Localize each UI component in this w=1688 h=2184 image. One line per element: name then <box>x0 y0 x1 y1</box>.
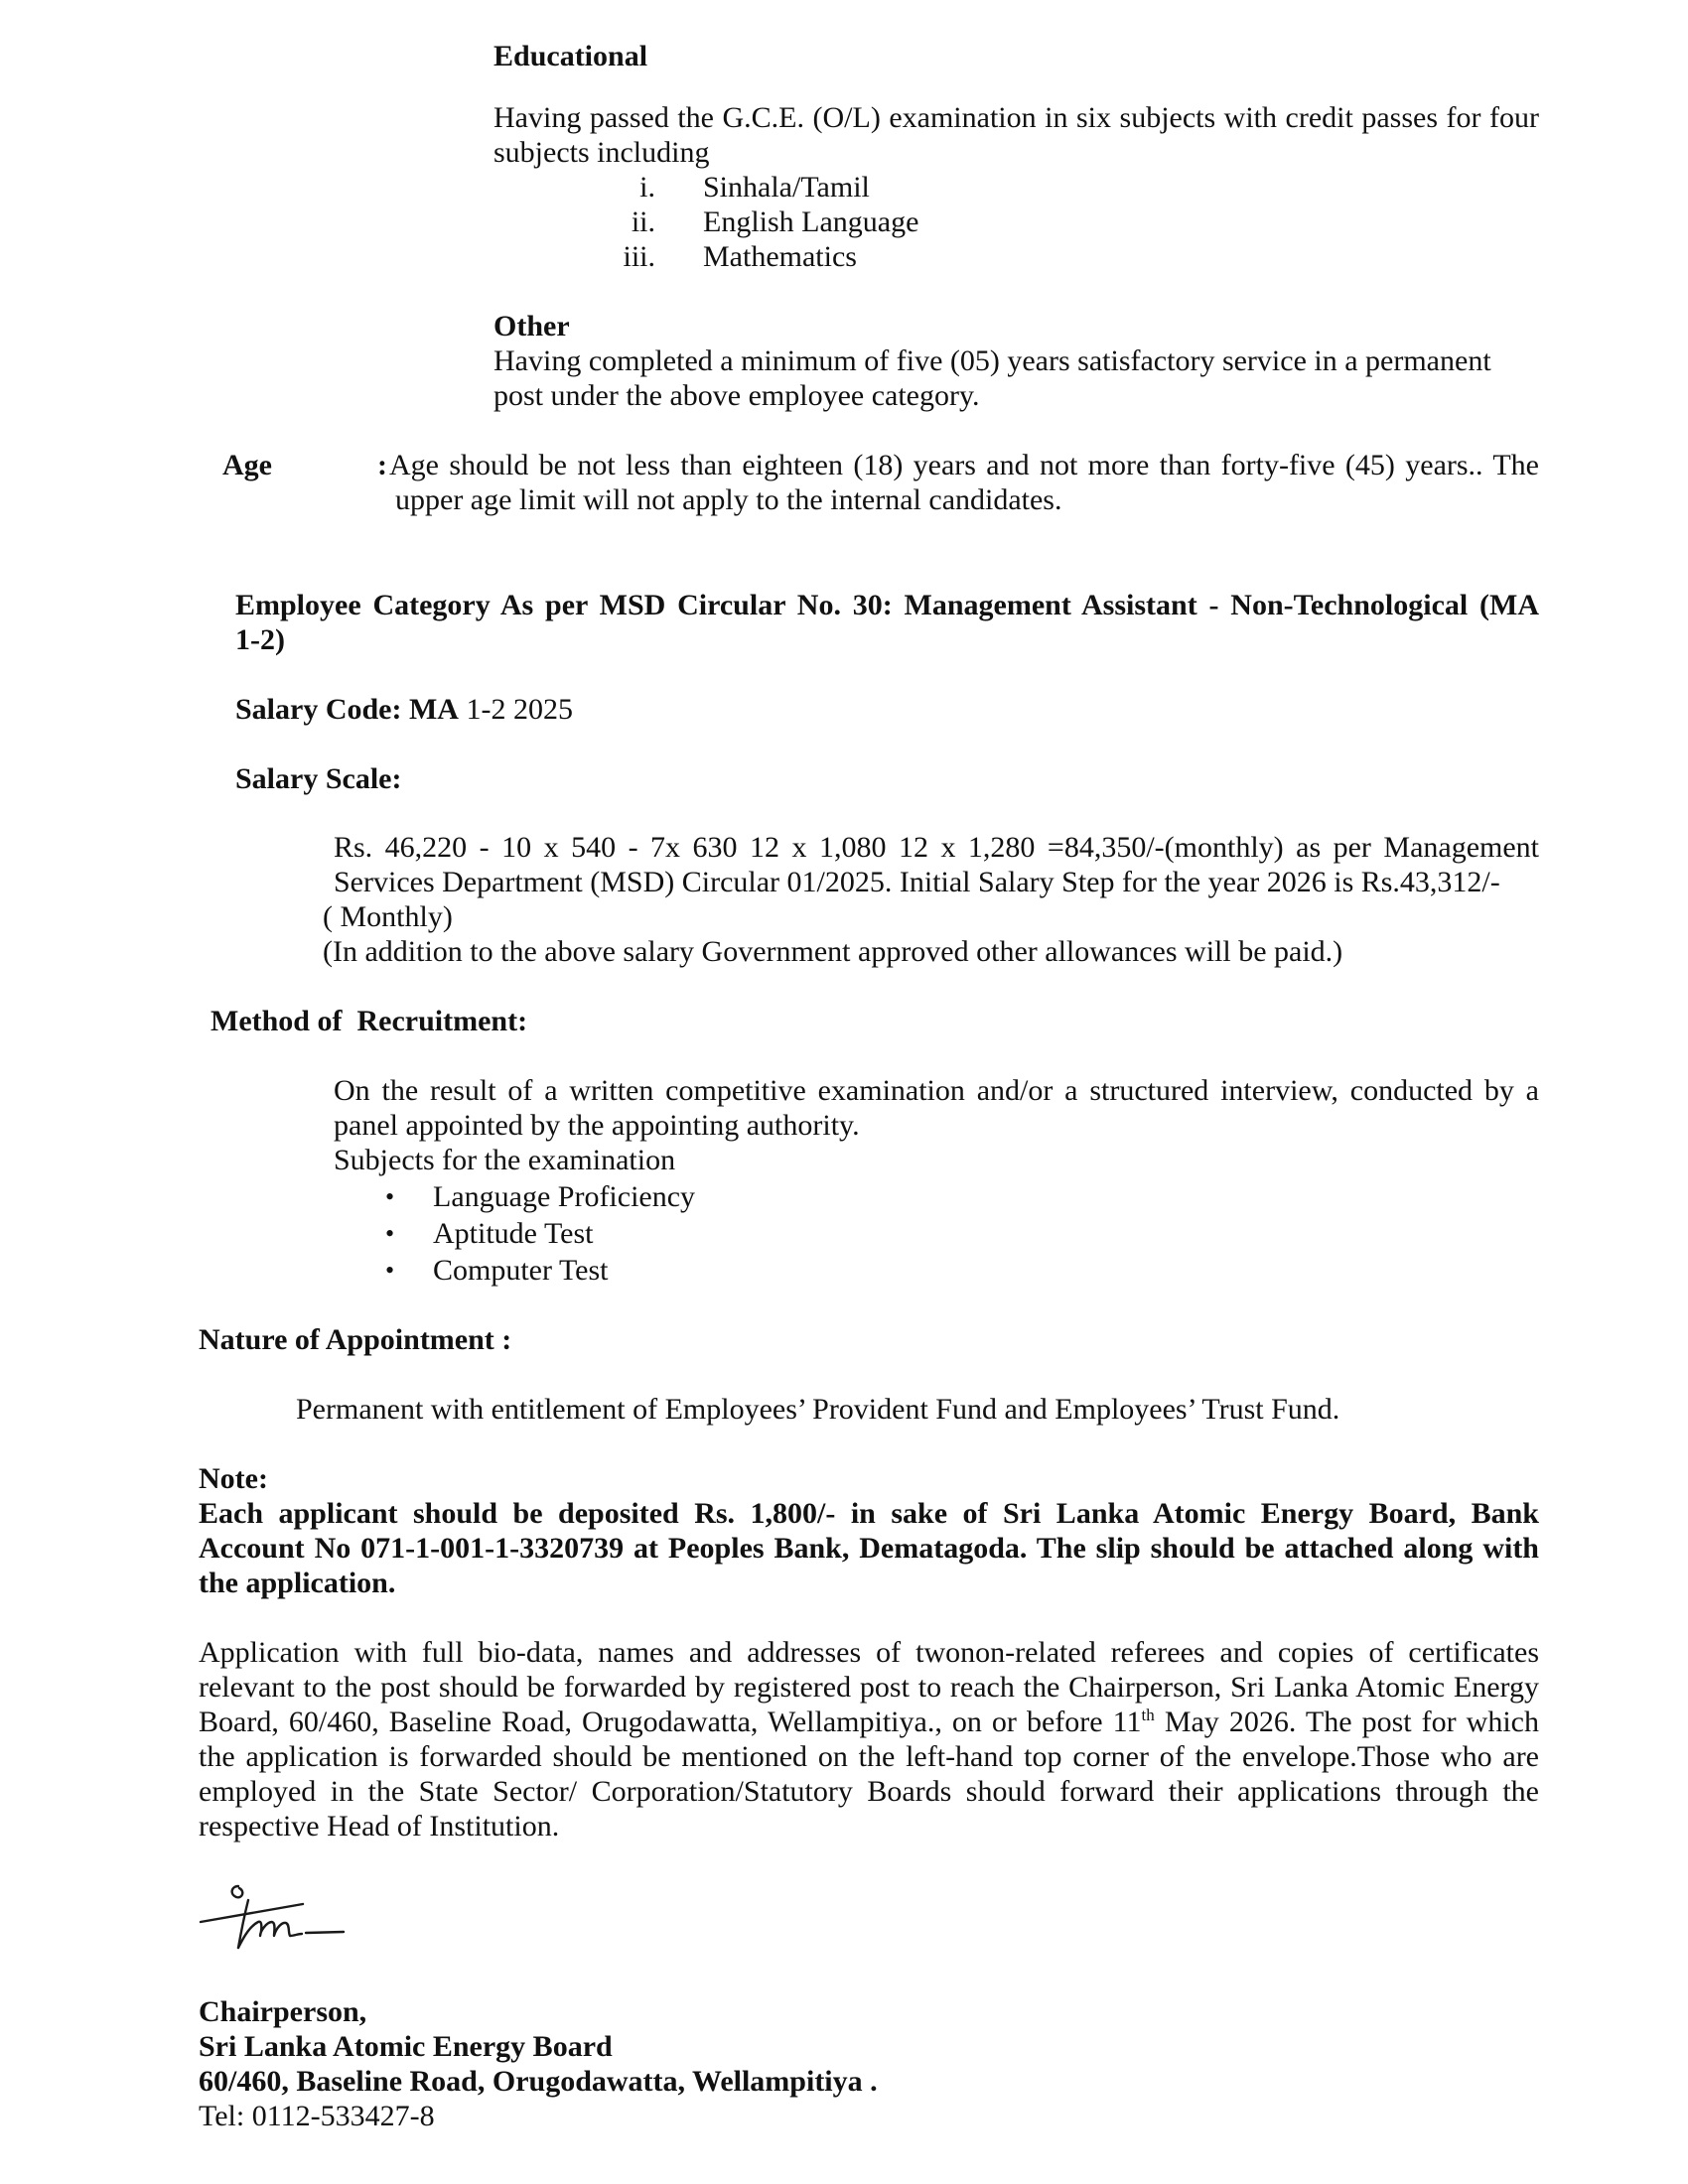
salary-scale-line-1: Rs. 46,220 - 10 x 540 - 7x 630 12 x 1,080 12 x 1,280 =84,350/-(monthly) as per Management <box>334 831 1539 864</box>
application-line-6: respective Head of Institution. <box>199 1810 560 1843</box>
signatory-title: Chairperson, <box>199 1995 367 2028</box>
ordinal-suffix: th <box>1141 1706 1155 1724</box>
age-label: Age <box>222 449 272 481</box>
salary-scale-line-2: Services Department (MSD) Circular 01/2025. Initial Salary Step for the year 2026 is Rs.43,312/- <box>334 866 1500 898</box>
application-line-1: Application with full bio-data, names and addresses of twonon-related referees and copies of certificates <box>199 1636 1539 1669</box>
application-line-5: employed in the State Sector/ Corporation/Statutory Boards should forward their applications through the <box>199 1775 1539 1808</box>
note-heading: Note: <box>199 1462 268 1495</box>
age-line-2: upper age limit will not apply to the internal candidates. <box>395 483 1062 516</box>
application-line-2: relevant to the post should be forwarded by registered post to reach the Chairperson, Sri Lanka Atomic Energy <box>199 1671 1539 1704</box>
subject-number: iii. <box>623 240 655 273</box>
other-line-1: Having completed a minimum of five (05) years satisfactory service in a permanent <box>493 344 1491 377</box>
appointment-heading: Nature of Appointment : <box>199 1323 512 1356</box>
salary-code-label: Salary Code: MA <box>235 693 459 726</box>
bullet-glyph: • <box>385 1182 395 1211</box>
salary-scale-heading: Salary Scale: <box>235 762 402 795</box>
salary-scale-line-4: (In addition to the above salary Government approved other allowances will be paid.) <box>323 935 1343 968</box>
subject-number: ii. <box>631 205 655 238</box>
note-line-1: Each applicant should be deposited Rs. 1,800/- in sake of Sri Lanka Atomic Energy Board, Bank <box>199 1497 1539 1530</box>
other-line-2: post under the above employee category. <box>493 379 980 412</box>
signatory-telephone: Tel: 0112-533427-8 <box>199 2100 435 2132</box>
note-line-3: the application. <box>199 1567 396 1599</box>
subject-label: Sinhala/Tamil <box>703 171 870 204</box>
note-line-2: Account No 071-1-001-1-3320739 at Peoples Bank, Dematagoda. The slip should be attached along with <box>199 1532 1539 1565</box>
exam-subject-label: Language Proficiency <box>433 1180 696 1213</box>
recruitment-line-2: panel appointed by the appointing authority. <box>334 1109 860 1142</box>
age-line-1: Age should be not less than eighteen (18) years and not more than forty-five (45) years.. The <box>389 449 1539 481</box>
appointment-text: Permanent with entitlement of Employees’ Provident Fund and Employees’ Trust Fund. <box>296 1393 1340 1426</box>
bullet-glyph: • <box>385 1219 395 1248</box>
bullet-glyph: • <box>385 1256 395 1285</box>
subject-label: Mathematics <box>703 240 857 273</box>
subject-label: English Language <box>703 205 919 238</box>
exam-subject-label: Aptitude Test <box>433 1217 594 1250</box>
salary-code-value: 1-2 2025 <box>458 693 573 726</box>
other-heading: Other <box>493 310 570 342</box>
salary-code <box>235 692 573 727</box>
application-line-3 <box>199 1705 1539 1739</box>
salary-scale-line-3: ( Monthly) <box>323 900 453 933</box>
recruitment-line-1: On the result of a written competitive examination and/or a structured interview, conducted by a <box>334 1074 1539 1107</box>
employee-category-line-1: Employee Category As per MSD Circular No. 30: Management Assistant - Non-Technological (MA <box>235 589 1539 621</box>
signatory-organization: Sri Lanka Atomic Energy Board <box>199 2030 613 2063</box>
application-line-3-a: Board, 60/460, Baseline Road, Orugodawatta, Wellampitiya., on or before 11 <box>199 1706 1142 1738</box>
educational-line-2: subjects including <box>493 136 710 169</box>
educational-line-1: Having passed the G.C.E. (O/L) examination in six subjects with credit passes for four <box>493 101 1539 134</box>
application-line-4: the application is forwarded should be mentioned on the left-hand top corner of the envelope.Those who are <box>199 1740 1539 1773</box>
signatory-address: 60/460, Baseline Road, Orugodawatta, Wellampitiya . <box>199 2065 878 2098</box>
educational-heading: Educational <box>493 40 648 72</box>
recruitment-heading: Method of Recruitment: <box>211 1005 528 1037</box>
signature-image <box>199 1876 348 1956</box>
application-line-3-b: May 2026. The post for which <box>1154 1706 1539 1738</box>
subject-number: i. <box>639 171 655 204</box>
age-colon: : <box>377 449 387 481</box>
recruitment-line-3: Subjects for the examination <box>334 1144 676 1176</box>
employee-category-line-2: 1-2) <box>235 623 285 656</box>
exam-subject-label: Computer Test <box>433 1254 609 1287</box>
